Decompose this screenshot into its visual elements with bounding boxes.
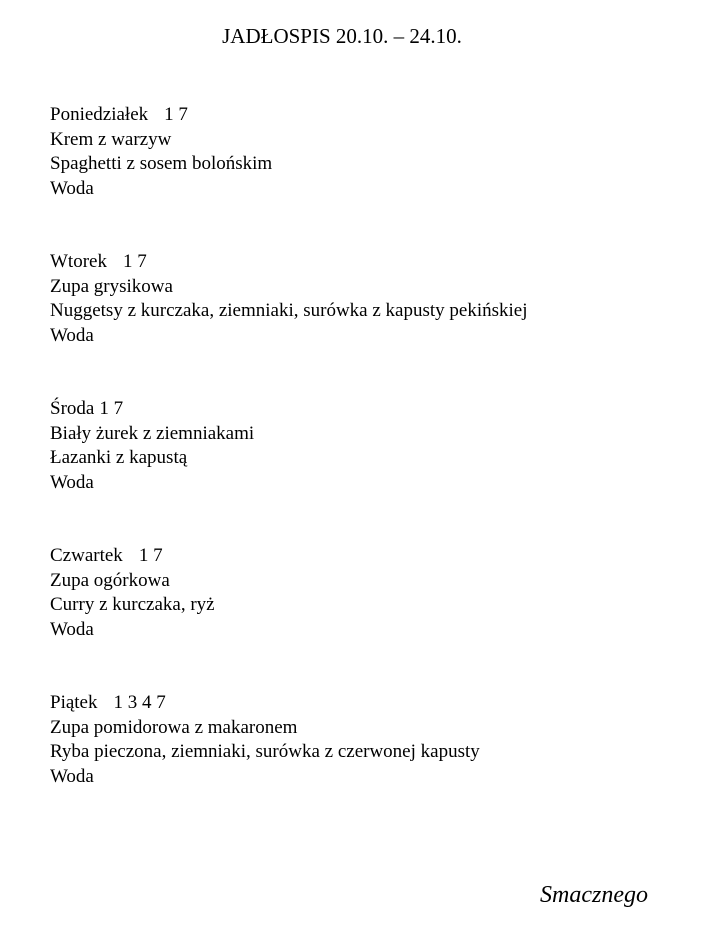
main-dish-item: Ryba pieczona, ziemniaki, surówka z czerwonej kapusty: [50, 741, 480, 762]
soup-item: Zupa ogórkowa: [50, 569, 170, 591]
day-heading: [50, 691, 690, 716]
main-dish-item: Spaghetti z sosem bolońskim: [50, 153, 273, 174]
day-heading: [50, 544, 690, 569]
day-section-thursday: [50, 544, 690, 642]
soup-item: Biały żurek z ziemniakami: [50, 422, 255, 444]
soup-item: Zupa grysikowa: [50, 275, 173, 297]
allergen-codes: 1 7: [138, 545, 163, 566]
soup-item: Zupa pomidorowa z makaronem: [50, 716, 298, 738]
drink-item: Woda: [50, 618, 94, 640]
allergen-codes: 1 7: [122, 251, 147, 272]
drink-item: Woda: [50, 765, 94, 787]
allergen-codes: 1 7: [99, 398, 124, 419]
drink-item: Woda: [50, 324, 94, 346]
day-name: Poniedziałek: [50, 104, 149, 125]
allergen-codes: 1 7: [164, 104, 188, 125]
soup-item: Krem z warzyw: [50, 128, 172, 150]
day-name: Piątek: [50, 692, 98, 713]
main-dish-item: Łazanki z kapustą: [50, 447, 188, 468]
day-heading: [50, 250, 690, 275]
main-dish-item: Nuggetsy z kurczaka, ziemniaki, surówka z kapusty pekińskiej: [50, 300, 528, 321]
day-name: Środa: [50, 398, 95, 419]
allergen-codes: 1 3 4 7: [113, 692, 166, 713]
day-heading: [50, 397, 690, 422]
day-name: Wtorek: [50, 251, 107, 272]
drink-item: Woda: [50, 471, 94, 493]
day-section-monday: [50, 103, 690, 201]
day-name: Czwartek: [50, 545, 123, 566]
menu-title: JADŁOSPIS 20.10. – 24.10.: [222, 24, 462, 48]
day-heading: [50, 103, 690, 128]
day-section-friday: [50, 691, 690, 789]
day-section-tuesday: [50, 250, 690, 348]
closing-greeting: Smacznego: [540, 882, 648, 908]
day-section-wednesday: [50, 397, 690, 495]
drink-item: Woda: [50, 177, 94, 199]
main-dish-item: Curry z kurczaka, ryż: [50, 594, 215, 615]
